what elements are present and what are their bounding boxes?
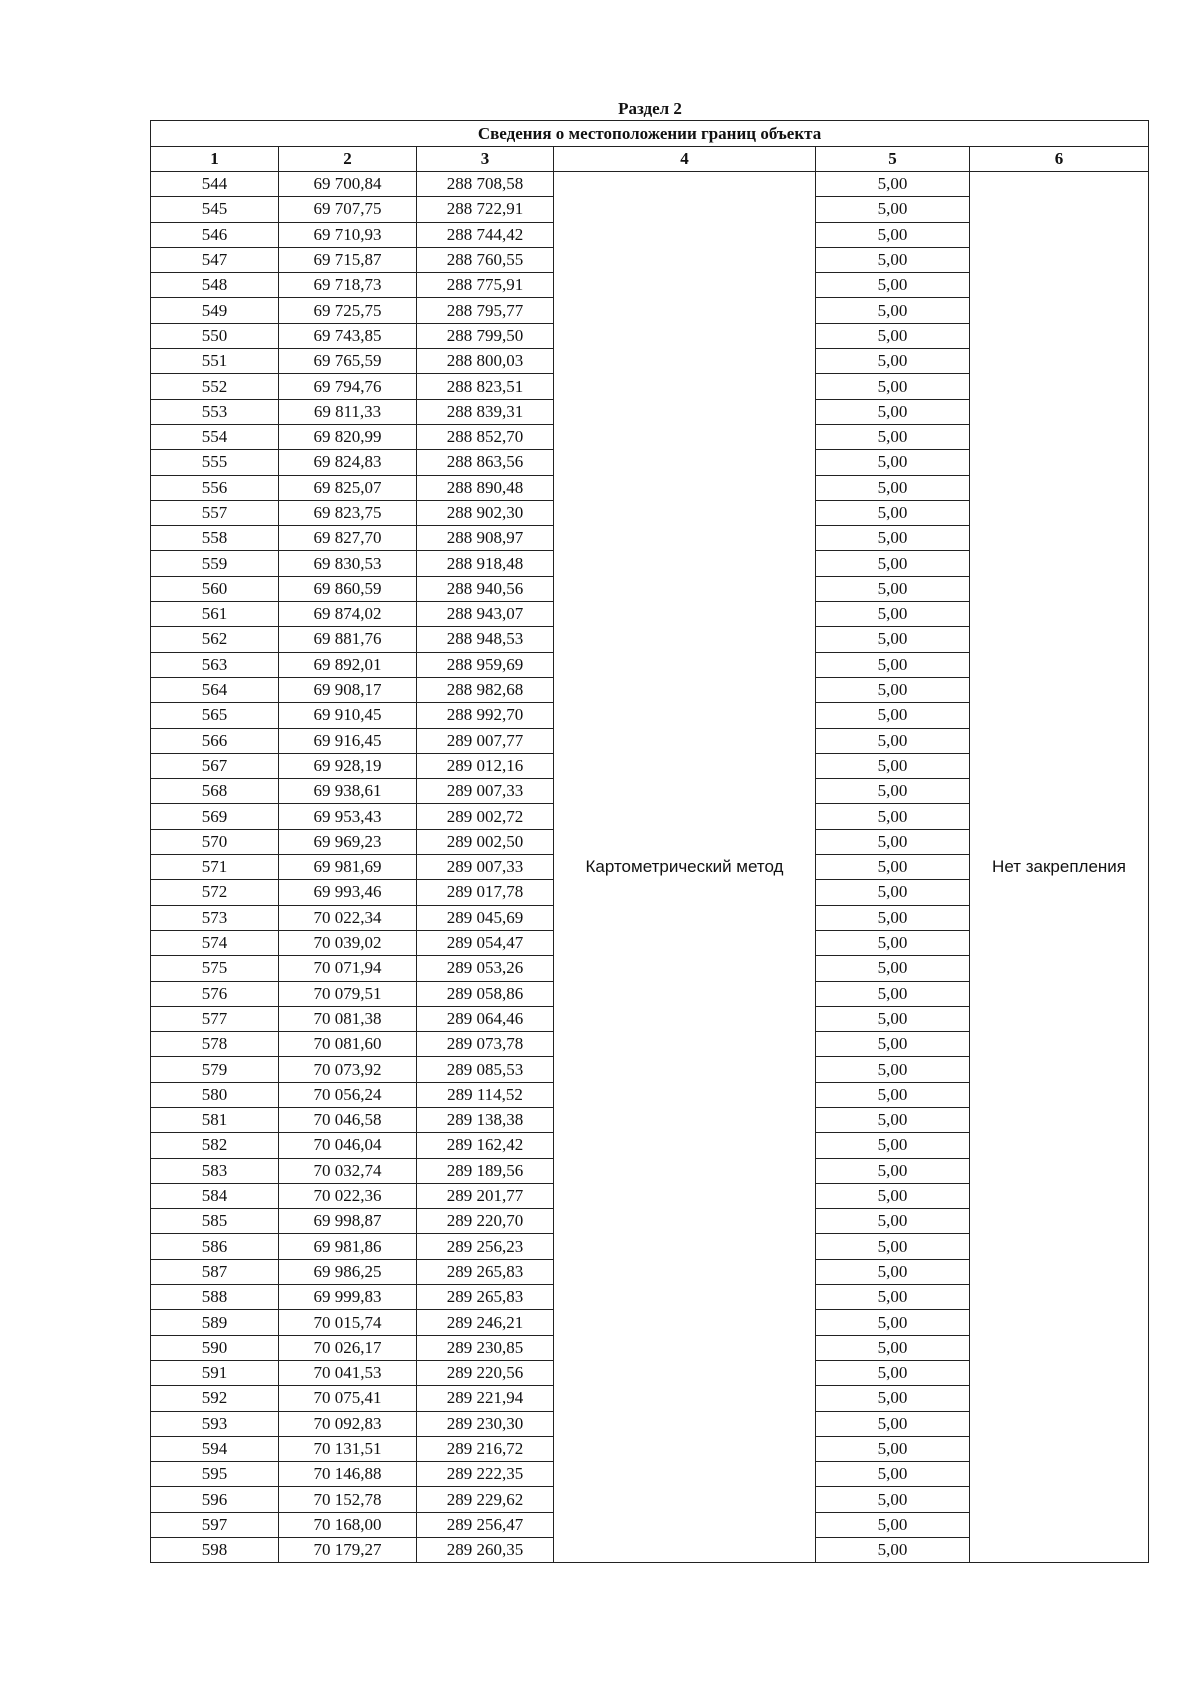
accuracy-cell: 5,00: [816, 677, 970, 702]
accuracy-cell: 5,00: [816, 1335, 970, 1360]
accuracy-cell: 5,00: [816, 880, 970, 905]
accuracy-cell: 5,00: [816, 1285, 970, 1310]
x-coordinate-cell: 70 179,27: [279, 1538, 417, 1563]
y-coordinate-cell: 288 863,56: [417, 450, 554, 475]
x-coordinate-cell: 69 718,73: [279, 273, 417, 298]
column-number-2: 2: [279, 147, 417, 172]
y-coordinate-cell: 288 800,03: [417, 349, 554, 374]
y-coordinate-cell: 289 054,47: [417, 930, 554, 955]
column-number-3: 3: [417, 147, 554, 172]
y-coordinate-cell: 289 222,35: [417, 1462, 554, 1487]
y-coordinate-cell: 289 265,83: [417, 1285, 554, 1310]
x-coordinate-cell: 69 881,76: [279, 627, 417, 652]
y-coordinate-cell: 288 823,51: [417, 374, 554, 399]
x-coordinate-cell: 69 986,25: [279, 1259, 417, 1284]
x-coordinate-cell: 69 910,45: [279, 703, 417, 728]
accuracy-cell: 5,00: [816, 1183, 970, 1208]
point-number-cell: 562: [151, 627, 279, 652]
y-coordinate-cell: 288 744,42: [417, 222, 554, 247]
accuracy-cell: 5,00: [816, 551, 970, 576]
accuracy-cell: 5,00: [816, 349, 970, 374]
point-number-cell: 575: [151, 956, 279, 981]
accuracy-cell: 5,00: [816, 956, 970, 981]
x-coordinate-cell: 70 081,38: [279, 1006, 417, 1031]
column-number-1: 1: [151, 147, 279, 172]
x-coordinate-cell: 70 071,94: [279, 956, 417, 981]
x-coordinate-cell: 69 700,84: [279, 172, 417, 197]
point-number-cell: 582: [151, 1133, 279, 1158]
point-number-cell: 547: [151, 247, 279, 272]
y-coordinate-cell: 289 073,78: [417, 1032, 554, 1057]
point-number-cell: 595: [151, 1462, 279, 1487]
accuracy-cell: 5,00: [816, 855, 970, 880]
point-number-cell: 552: [151, 374, 279, 399]
x-coordinate-cell: 70 146,88: [279, 1462, 417, 1487]
y-coordinate-cell: 288 982,68: [417, 677, 554, 702]
x-coordinate-cell: 69 916,45: [279, 728, 417, 753]
point-number-cell: 588: [151, 1285, 279, 1310]
y-coordinate-cell: 288 839,31: [417, 399, 554, 424]
x-coordinate-cell: 70 056,24: [279, 1082, 417, 1107]
x-coordinate-cell: 69 824,83: [279, 450, 417, 475]
y-coordinate-cell: 288 852,70: [417, 424, 554, 449]
point-number-cell: 568: [151, 779, 279, 804]
x-coordinate-cell: 69 825,07: [279, 475, 417, 500]
y-coordinate-cell: 289 265,83: [417, 1259, 554, 1284]
column-number-4: 4: [554, 147, 816, 172]
point-number-cell: 548: [151, 273, 279, 298]
y-coordinate-cell: 288 799,50: [417, 323, 554, 348]
point-number-cell: 567: [151, 753, 279, 778]
x-coordinate-cell: 69 820,99: [279, 424, 417, 449]
x-coordinate-cell: 70 073,92: [279, 1057, 417, 1082]
point-number-cell: 563: [151, 652, 279, 677]
y-coordinate-cell: 288 948,53: [417, 627, 554, 652]
point-number-cell: 573: [151, 905, 279, 930]
point-number-cell: 581: [151, 1107, 279, 1132]
point-number-cell: 593: [151, 1411, 279, 1436]
x-coordinate-cell: 70 092,83: [279, 1411, 417, 1436]
accuracy-cell: 5,00: [816, 424, 970, 449]
y-coordinate-cell: 289 230,30: [417, 1411, 554, 1436]
x-coordinate-cell: 69 811,33: [279, 399, 417, 424]
point-number-cell: 574: [151, 930, 279, 955]
accuracy-cell: 5,00: [816, 829, 970, 854]
x-coordinate-cell: 70 168,00: [279, 1512, 417, 1537]
y-coordinate-cell: 289 007,33: [417, 779, 554, 804]
accuracy-cell: 5,00: [816, 652, 970, 677]
point-number-cell: 569: [151, 804, 279, 829]
accuracy-cell: 5,00: [816, 753, 970, 778]
accuracy-cell: 5,00: [816, 1386, 970, 1411]
x-coordinate-cell: 69 938,61: [279, 779, 417, 804]
x-coordinate-cell: 70 152,78: [279, 1487, 417, 1512]
x-coordinate-cell: 70 032,74: [279, 1158, 417, 1183]
x-coordinate-cell: 69 823,75: [279, 500, 417, 525]
x-coordinate-cell: 69 993,46: [279, 880, 417, 905]
point-number-cell: 561: [151, 602, 279, 627]
accuracy-cell: 5,00: [816, 500, 970, 525]
boundary-coordinates-table: [150, 120, 1149, 1563]
accuracy-cell: 5,00: [816, 1436, 970, 1461]
point-number-cell: 557: [151, 500, 279, 525]
point-number-cell: 589: [151, 1310, 279, 1335]
y-coordinate-cell: 288 940,56: [417, 576, 554, 601]
x-coordinate-cell: 69 830,53: [279, 551, 417, 576]
table-body: [151, 172, 1149, 1563]
y-coordinate-cell: 289 085,53: [417, 1057, 554, 1082]
accuracy-cell: 5,00: [816, 930, 970, 955]
y-coordinate-cell: 289 162,42: [417, 1133, 554, 1158]
x-coordinate-cell: 69 794,76: [279, 374, 417, 399]
x-coordinate-cell: 70 075,41: [279, 1386, 417, 1411]
accuracy-cell: 5,00: [816, 1462, 970, 1487]
accuracy-cell: 5,00: [816, 1310, 970, 1335]
x-coordinate-cell: 70 039,02: [279, 930, 417, 955]
accuracy-cell: 5,00: [816, 475, 970, 500]
point-number-cell: 578: [151, 1032, 279, 1057]
accuracy-cell: 5,00: [816, 374, 970, 399]
y-coordinate-cell: 289 045,69: [417, 905, 554, 930]
point-number-cell: 598: [151, 1538, 279, 1563]
x-coordinate-cell: 69 981,86: [279, 1234, 417, 1259]
point-number-cell: 590: [151, 1335, 279, 1360]
x-coordinate-cell: 69 908,17: [279, 677, 417, 702]
point-number-cell: 546: [151, 222, 279, 247]
y-coordinate-cell: 289 230,85: [417, 1335, 554, 1360]
x-coordinate-cell: 70 015,74: [279, 1310, 417, 1335]
accuracy-cell: 5,00: [816, 1259, 970, 1284]
point-number-cell: 577: [151, 1006, 279, 1031]
column-number-5: 5: [816, 147, 970, 172]
y-coordinate-cell: 289 246,21: [417, 1310, 554, 1335]
accuracy-cell: 5,00: [816, 905, 970, 930]
section-title: Раздел 2: [618, 99, 682, 118]
point-number-cell: 580: [151, 1082, 279, 1107]
y-coordinate-cell: 289 058,86: [417, 981, 554, 1006]
x-coordinate-cell: 69 892,01: [279, 652, 417, 677]
accuracy-cell: 5,00: [816, 1234, 970, 1259]
accuracy-cell: 5,00: [816, 273, 970, 298]
accuracy-cell: 5,00: [816, 172, 970, 197]
y-coordinate-cell: 289 138,38: [417, 1107, 554, 1132]
point-number-cell: 570: [151, 829, 279, 854]
accuracy-cell: 5,00: [816, 1107, 970, 1132]
y-coordinate-cell: 288 902,30: [417, 500, 554, 525]
x-coordinate-cell: 70 026,17: [279, 1335, 417, 1360]
y-coordinate-cell: 289 012,16: [417, 753, 554, 778]
point-number-cell: 594: [151, 1436, 279, 1461]
point-number-cell: 586: [151, 1234, 279, 1259]
accuracy-cell: 5,00: [816, 1082, 970, 1107]
method-cell: Картометрический метод: [554, 172, 816, 1563]
column-number-6: 6: [970, 147, 1149, 172]
accuracy-cell: 5,00: [816, 576, 970, 601]
point-number-cell: 592: [151, 1386, 279, 1411]
accuracy-cell: 5,00: [816, 1209, 970, 1234]
x-coordinate-cell: 69 999,83: [279, 1285, 417, 1310]
point-number-cell: 551: [151, 349, 279, 374]
point-number-cell: 584: [151, 1183, 279, 1208]
y-coordinate-cell: 289 221,94: [417, 1386, 554, 1411]
y-coordinate-cell: 288 992,70: [417, 703, 554, 728]
accuracy-cell: 5,00: [816, 222, 970, 247]
accuracy-cell: 5,00: [816, 1133, 970, 1158]
point-number-cell: 565: [151, 703, 279, 728]
accuracy-cell: 5,00: [816, 323, 970, 348]
point-number-cell: 550: [151, 323, 279, 348]
accuracy-cell: 5,00: [816, 1006, 970, 1031]
y-coordinate-cell: 289 053,26: [417, 956, 554, 981]
x-coordinate-cell: 69 860,59: [279, 576, 417, 601]
accuracy-cell: 5,00: [816, 1032, 970, 1057]
point-number-cell: 576: [151, 981, 279, 1006]
accuracy-cell: 5,00: [816, 1411, 970, 1436]
y-coordinate-cell: 288 908,97: [417, 526, 554, 551]
point-number-cell: 558: [151, 526, 279, 551]
y-coordinate-cell: 288 795,77: [417, 298, 554, 323]
point-number-cell: 549: [151, 298, 279, 323]
accuracy-cell: 5,00: [816, 450, 970, 475]
point-number-cell: 597: [151, 1512, 279, 1537]
point-number-cell: 545: [151, 197, 279, 222]
y-coordinate-cell: 288 959,69: [417, 652, 554, 677]
point-number-cell: 553: [151, 399, 279, 424]
y-coordinate-cell: 288 760,55: [417, 247, 554, 272]
x-coordinate-cell: 70 046,58: [279, 1107, 417, 1132]
y-coordinate-cell: 289 189,56: [417, 1158, 554, 1183]
x-coordinate-cell: 69 981,69: [279, 855, 417, 880]
point-number-cell: 579: [151, 1057, 279, 1082]
accuracy-cell: 5,00: [816, 298, 970, 323]
point-number-cell: 571: [151, 855, 279, 880]
accuracy-cell: 5,00: [816, 526, 970, 551]
y-coordinate-cell: 289 201,77: [417, 1183, 554, 1208]
x-coordinate-cell: 69 743,85: [279, 323, 417, 348]
table-caption: Сведения о местоположении границ объекта: [151, 121, 1149, 147]
y-coordinate-cell: 289 007,33: [417, 855, 554, 880]
fixation-cell: Нет закрепления: [970, 172, 1149, 1563]
y-coordinate-cell: 289 002,50: [417, 829, 554, 854]
y-coordinate-cell: 289 220,56: [417, 1360, 554, 1385]
accuracy-cell: 5,00: [816, 1057, 970, 1082]
y-coordinate-cell: 288 890,48: [417, 475, 554, 500]
accuracy-cell: 5,00: [816, 1538, 970, 1563]
accuracy-cell: 5,00: [816, 247, 970, 272]
x-coordinate-cell: 69 725,75: [279, 298, 417, 323]
x-coordinate-cell: 70 022,34: [279, 905, 417, 930]
x-coordinate-cell: 70 081,60: [279, 1032, 417, 1057]
y-coordinate-cell: 289 216,72: [417, 1436, 554, 1461]
y-coordinate-cell: 289 007,77: [417, 728, 554, 753]
accuracy-cell: 5,00: [816, 1512, 970, 1537]
point-number-cell: 583: [151, 1158, 279, 1183]
y-coordinate-cell: 288 708,58: [417, 172, 554, 197]
point-number-cell: 560: [151, 576, 279, 601]
x-coordinate-cell: 69 827,70: [279, 526, 417, 551]
x-coordinate-cell: 69 715,87: [279, 247, 417, 272]
x-coordinate-cell: 70 046,04: [279, 1133, 417, 1158]
point-number-cell: 572: [151, 880, 279, 905]
y-coordinate-cell: 289 220,70: [417, 1209, 554, 1234]
x-coordinate-cell: 69 707,75: [279, 197, 417, 222]
point-number-cell: 554: [151, 424, 279, 449]
y-coordinate-cell: 289 260,35: [417, 1538, 554, 1563]
point-number-cell: 566: [151, 728, 279, 753]
point-number-cell: 559: [151, 551, 279, 576]
accuracy-cell: 5,00: [816, 804, 970, 829]
point-number-cell: 587: [151, 1259, 279, 1284]
y-coordinate-cell: 289 114,52: [417, 1082, 554, 1107]
accuracy-cell: 5,00: [816, 703, 970, 728]
y-coordinate-cell: 288 918,48: [417, 551, 554, 576]
y-coordinate-cell: 289 064,46: [417, 1006, 554, 1031]
accuracy-cell: 5,00: [816, 399, 970, 424]
x-coordinate-cell: 70 041,53: [279, 1360, 417, 1385]
accuracy-cell: 5,00: [816, 779, 970, 804]
point-number-cell: 564: [151, 677, 279, 702]
table-row: [151, 172, 1149, 197]
point-number-cell: 556: [151, 475, 279, 500]
point-number-cell: 596: [151, 1487, 279, 1512]
x-coordinate-cell: 69 998,87: [279, 1209, 417, 1234]
x-coordinate-cell: 69 874,02: [279, 602, 417, 627]
y-coordinate-cell: 288 943,07: [417, 602, 554, 627]
accuracy-cell: 5,00: [816, 1360, 970, 1385]
y-coordinate-cell: 289 017,78: [417, 880, 554, 905]
y-coordinate-cell: 289 002,72: [417, 804, 554, 829]
accuracy-cell: 5,00: [816, 981, 970, 1006]
y-coordinate-cell: 289 256,47: [417, 1512, 554, 1537]
accuracy-cell: 5,00: [816, 1158, 970, 1183]
point-number-cell: 591: [151, 1360, 279, 1385]
x-coordinate-cell: 70 131,51: [279, 1436, 417, 1461]
point-number-cell: 555: [151, 450, 279, 475]
accuracy-cell: 5,00: [816, 197, 970, 222]
x-coordinate-cell: 70 022,36: [279, 1183, 417, 1208]
y-coordinate-cell: 289 229,62: [417, 1487, 554, 1512]
y-coordinate-cell: 288 775,91: [417, 273, 554, 298]
accuracy-cell: 5,00: [816, 728, 970, 753]
point-number-cell: 544: [151, 172, 279, 197]
accuracy-cell: 5,00: [816, 1487, 970, 1512]
y-coordinate-cell: 288 722,91: [417, 197, 554, 222]
y-coordinate-cell: 289 256,23: [417, 1234, 554, 1259]
x-coordinate-cell: 69 710,93: [279, 222, 417, 247]
accuracy-cell: 5,00: [816, 627, 970, 652]
point-number-cell: 585: [151, 1209, 279, 1234]
column-number-row: [151, 147, 1149, 172]
x-coordinate-cell: 70 079,51: [279, 981, 417, 1006]
accuracy-cell: 5,00: [816, 602, 970, 627]
x-coordinate-cell: 69 969,23: [279, 829, 417, 854]
x-coordinate-cell: 69 928,19: [279, 753, 417, 778]
x-coordinate-cell: 69 953,43: [279, 804, 417, 829]
x-coordinate-cell: 69 765,59: [279, 349, 417, 374]
